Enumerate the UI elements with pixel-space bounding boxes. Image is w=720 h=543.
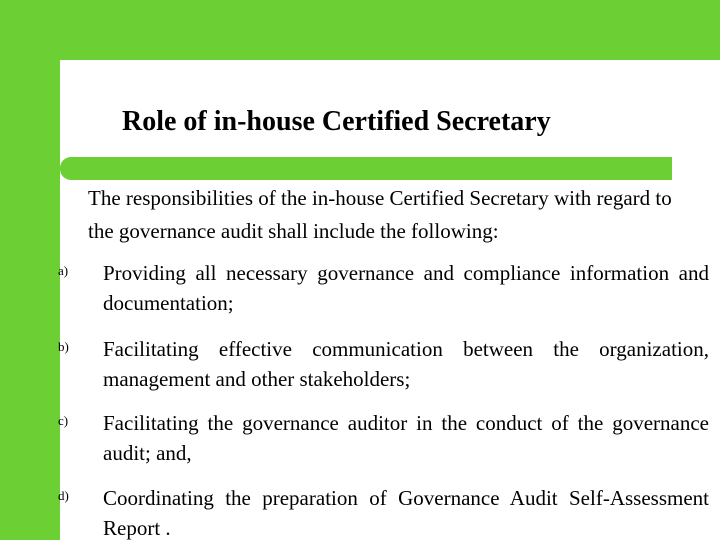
slide-title: Role of in-house Certified Secretary bbox=[122, 106, 551, 137]
list-item-text: Facilitating effective communication between the organization, management and other stakeholders; bbox=[103, 337, 709, 391]
intro-paragraph: The responsibilities of the in-house Certified Secretary with regard to the governance audit shall include the following: bbox=[88, 186, 672, 243]
top-green-band bbox=[0, 0, 720, 60]
list-item-text: Coordinating the preparation of Governance Audit Self-Assessment Report . bbox=[103, 486, 709, 540]
list-marker: d) bbox=[58, 488, 69, 503]
list-item-text: Providing all necessary governance and compliance information and documentation; bbox=[103, 261, 709, 315]
title-divider-bar bbox=[60, 157, 672, 180]
list-item-text: Facilitating the governance auditor in the conduct of the governance audit; and, bbox=[103, 411, 709, 465]
list-marker: c) bbox=[58, 413, 69, 428]
list-marker: a) bbox=[58, 263, 69, 278]
left-green-band bbox=[0, 0, 60, 540]
list-marker: b) bbox=[58, 339, 69, 354]
